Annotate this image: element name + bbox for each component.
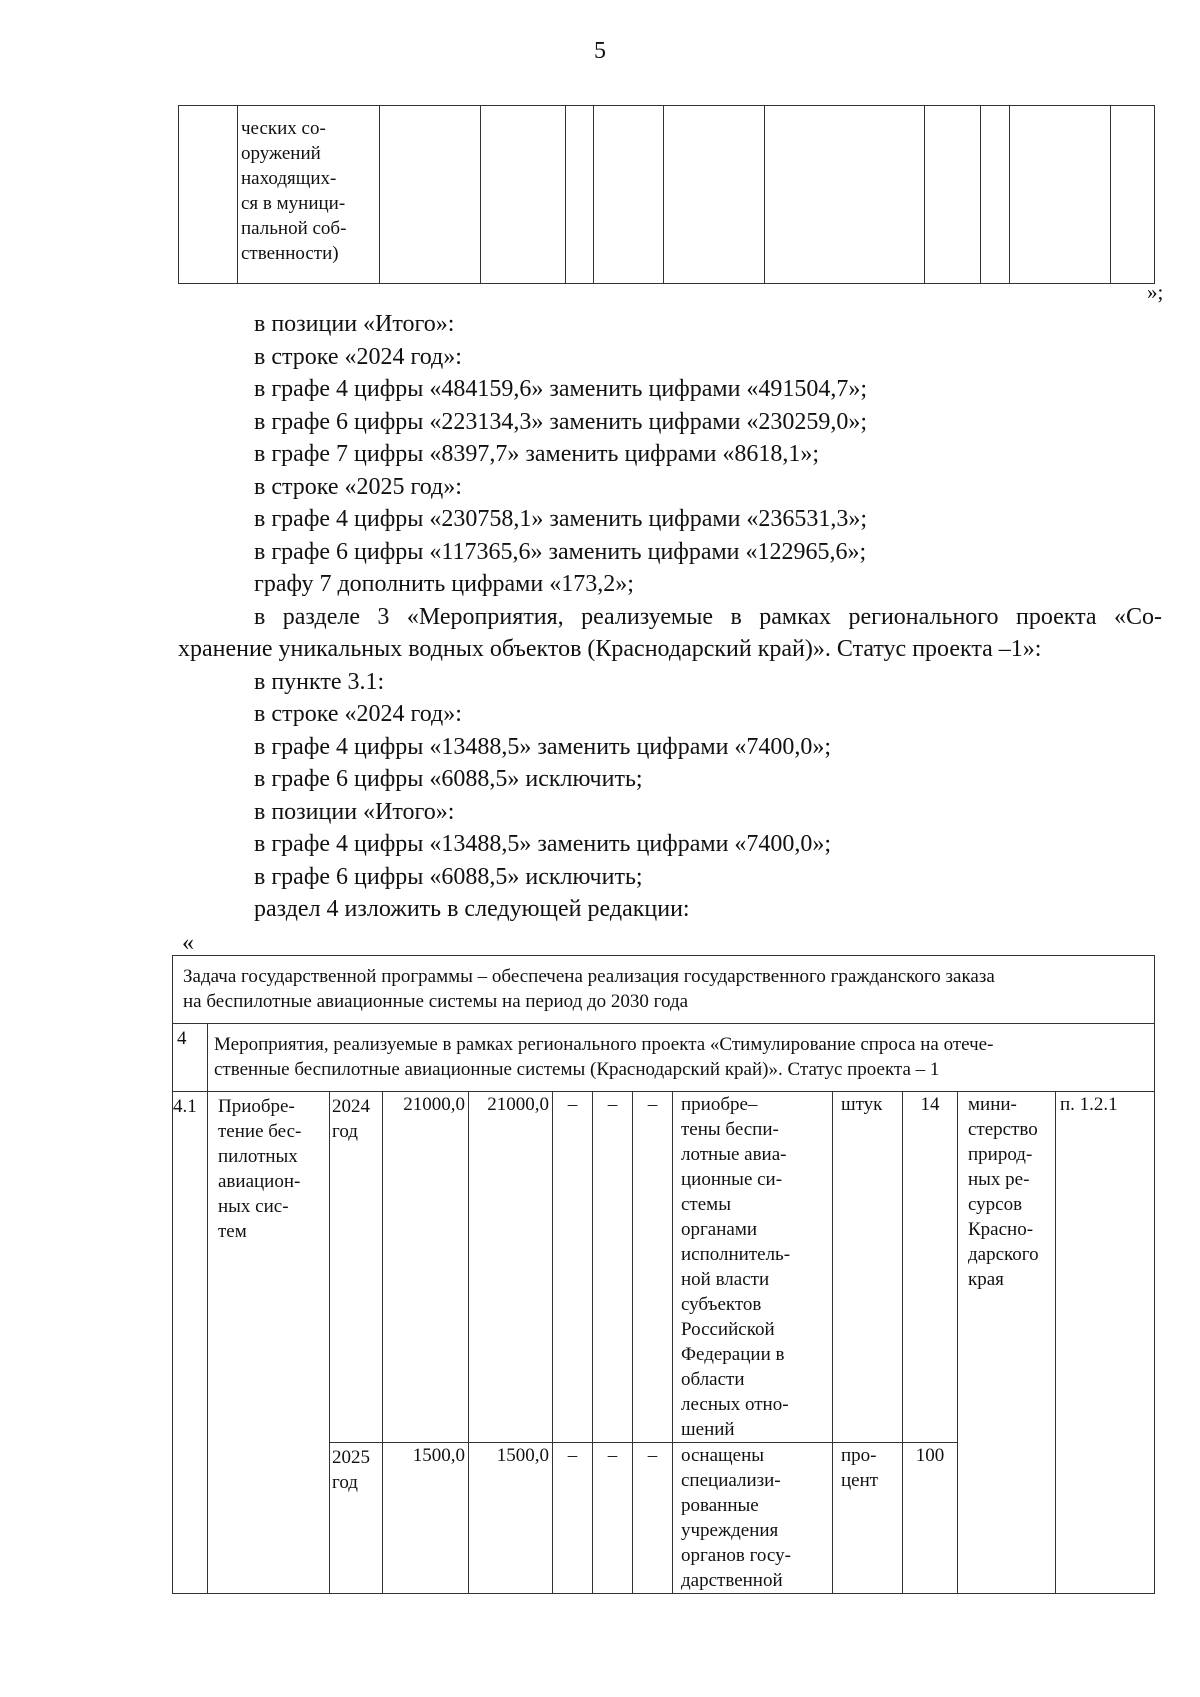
- cell: [765, 106, 925, 284]
- paragraph: в графе 6 цифры «223134,3» заменить цифрами «230259,0»;: [254, 408, 868, 435]
- budget-amount: 1500,0: [469, 1443, 553, 1594]
- unit-line: про-: [841, 1445, 877, 1466]
- result-line: рованные: [681, 1495, 759, 1516]
- dash-cell: –: [593, 1443, 633, 1594]
- result-line: приобре–: [681, 1094, 758, 1115]
- name-line: ных сис-: [218, 1196, 289, 1217]
- year: 2024: [332, 1096, 370, 1117]
- cell: [481, 106, 566, 284]
- opening-quote-mark: «: [182, 930, 194, 956]
- closing-quote-mark: »;: [1147, 280, 1164, 304]
- executor-line: природ-: [968, 1144, 1033, 1165]
- paragraph: в позиции «Итого»:: [254, 798, 455, 825]
- paragraph: в графе 6 цифры «6088,5» исключить;: [254, 863, 643, 890]
- result-line: специализи-: [681, 1470, 781, 1491]
- executor-cell: [958, 1092, 1056, 1594]
- result-line: учреждения: [681, 1520, 779, 1541]
- name-line: ческих со-: [241, 118, 326, 139]
- total-amount: 21000,0: [383, 1092, 469, 1443]
- paragraph: в строке «2024 год»:: [254, 343, 462, 370]
- cell: [566, 106, 594, 284]
- dash-cell: –: [633, 1092, 673, 1443]
- result-line: дарственной: [681, 1570, 783, 1591]
- events-line: ственные беспилотные авиационные системы (Краснодарский край)». Статус проекта – 1: [214, 1059, 940, 1080]
- name-line: ся в муници-: [241, 193, 346, 214]
- unit-cell: штук: [833, 1092, 903, 1443]
- task-line: на беспилотные авиационные системы на период до 2030 года: [183, 991, 689, 1012]
- item-name: [208, 1092, 330, 1594]
- paragraph: графу 7 дополнить цифрами «173,2»;: [254, 571, 634, 597]
- cell: [664, 106, 765, 284]
- result-line: Федерации в: [681, 1344, 785, 1365]
- executor-line: ных ре-: [968, 1169, 1030, 1190]
- paragraph: хранение уникальных водных объектов (Краснодарский край)». Статус проекта –1»:: [178, 636, 1042, 662]
- executor-line: стерство: [968, 1119, 1038, 1140]
- executor-line: дарского: [968, 1244, 1039, 1265]
- dash-cell: –: [553, 1443, 593, 1594]
- executor-line: края: [968, 1269, 1004, 1290]
- paragraph: в графе 4 цифры «13488,5» заменить цифрами «7400,0»;: [254, 733, 832, 760]
- cell: [1010, 106, 1111, 284]
- continuation-table: [178, 105, 1155, 284]
- result-line: органами: [681, 1219, 758, 1240]
- result-cell: [673, 1443, 833, 1594]
- year-suffix: год: [332, 1472, 358, 1493]
- name-line: Приобре-: [218, 1096, 295, 1117]
- paragraph: раздел 4 изложить в следующей редакции:: [254, 896, 690, 922]
- name-line: находящих-: [241, 168, 337, 189]
- result-line: исполнитель-: [681, 1244, 791, 1265]
- cell: [380, 106, 481, 284]
- name-line: пилотных: [218, 1146, 298, 1167]
- dash-cell: –: [553, 1092, 593, 1443]
- unit-line: цент: [841, 1470, 879, 1491]
- measure-name-cell: [238, 106, 380, 284]
- section4-table: [172, 955, 1155, 1594]
- total-amount: 1500,0: [383, 1443, 469, 1594]
- events-line: Мероприятия, реализуемые в рамках регионального проекта «Стимулирование спроса на отече-: [214, 1034, 994, 1055]
- dash-cell: –: [633, 1443, 673, 1594]
- unit-cell: [833, 1443, 903, 1594]
- value-cell: 14: [903, 1092, 958, 1443]
- result-cell: [673, 1092, 833, 1443]
- task-header: [173, 956, 1155, 1024]
- name-line: тение бес-: [218, 1121, 302, 1142]
- year: 2025: [332, 1447, 370, 1468]
- item-number: 4.1: [173, 1092, 208, 1594]
- task-line: Задача государственной программы – обеспечена реализация государственного гражданского заказа: [183, 966, 995, 987]
- paragraph: в разделе 3 «Мероприятия, реализуемые в рамках регионального проекта «Со-: [254, 603, 1162, 630]
- year-suffix: год: [332, 1121, 358, 1142]
- value-cell: 100: [903, 1443, 958, 1594]
- cell: [179, 106, 238, 284]
- paragraph: в графе 7 цифры «8397,7» заменить цифрами «8618,1»;: [254, 441, 820, 467]
- paragraph: в строке «2025 год»:: [254, 473, 462, 500]
- year-cell: [330, 1443, 383, 1594]
- cell: [925, 106, 981, 284]
- result-line: лесных отно-: [681, 1394, 789, 1415]
- paragraph: в пункте 3.1:: [254, 668, 385, 695]
- result-line: шений: [681, 1419, 735, 1440]
- name-line: тем: [218, 1221, 247, 1242]
- result-line: лотные авиа-: [681, 1144, 787, 1165]
- events-header: [208, 1024, 1155, 1092]
- year-cell: [330, 1092, 383, 1443]
- paragraph: в строке «2024 год»:: [254, 701, 462, 727]
- result-line: оснащены: [681, 1445, 765, 1466]
- result-line: Российской: [681, 1319, 775, 1340]
- budget-amount: 21000,0: [469, 1092, 553, 1443]
- paragraph: в позиции «Итого»:: [254, 311, 455, 337]
- result-line: ционные си-: [681, 1169, 783, 1190]
- cell: [594, 106, 664, 284]
- dash-cell: –: [593, 1092, 633, 1443]
- page-number: 5: [594, 38, 606, 64]
- result-line: области: [681, 1369, 745, 1390]
- cell: [981, 106, 1010, 284]
- name-line: авиацион-: [218, 1171, 301, 1192]
- paragraph: в графе 4 цифры «230758,1» заменить цифрами «236531,3»;: [254, 506, 868, 532]
- amendment-text: [178, 308, 1162, 926]
- result-line: органов госу-: [681, 1545, 791, 1566]
- result-line: тены беспи-: [681, 1119, 779, 1140]
- executor-line: мини-: [968, 1094, 1017, 1115]
- executor-line: сурсов: [968, 1194, 1023, 1215]
- name-line: ственности): [241, 243, 339, 264]
- reference-cell: п. 1.2.1: [1056, 1092, 1155, 1594]
- name-line: оружений: [241, 143, 321, 164]
- section-number: 4: [173, 1024, 208, 1092]
- result-line: субъектов: [681, 1294, 762, 1315]
- paragraph: в графе 6 цифры «6088,5» исключить;: [254, 766, 643, 792]
- cell: [1111, 106, 1155, 284]
- paragraph: в графе 4 цифры «13488,5» заменить цифрами «7400,0»;: [254, 831, 832, 857]
- name-line: пальной соб-: [241, 218, 347, 239]
- paragraph: в графе 4 цифры «484159,6» заменить цифрами «491504,7»;: [254, 376, 868, 402]
- result-line: стемы: [681, 1194, 731, 1215]
- paragraph: в графе 6 цифры «117365,6» заменить цифрами «122965,6»;: [254, 538, 867, 565]
- result-line: ной власти: [681, 1269, 770, 1290]
- executor-line: Красно-: [968, 1219, 1034, 1240]
